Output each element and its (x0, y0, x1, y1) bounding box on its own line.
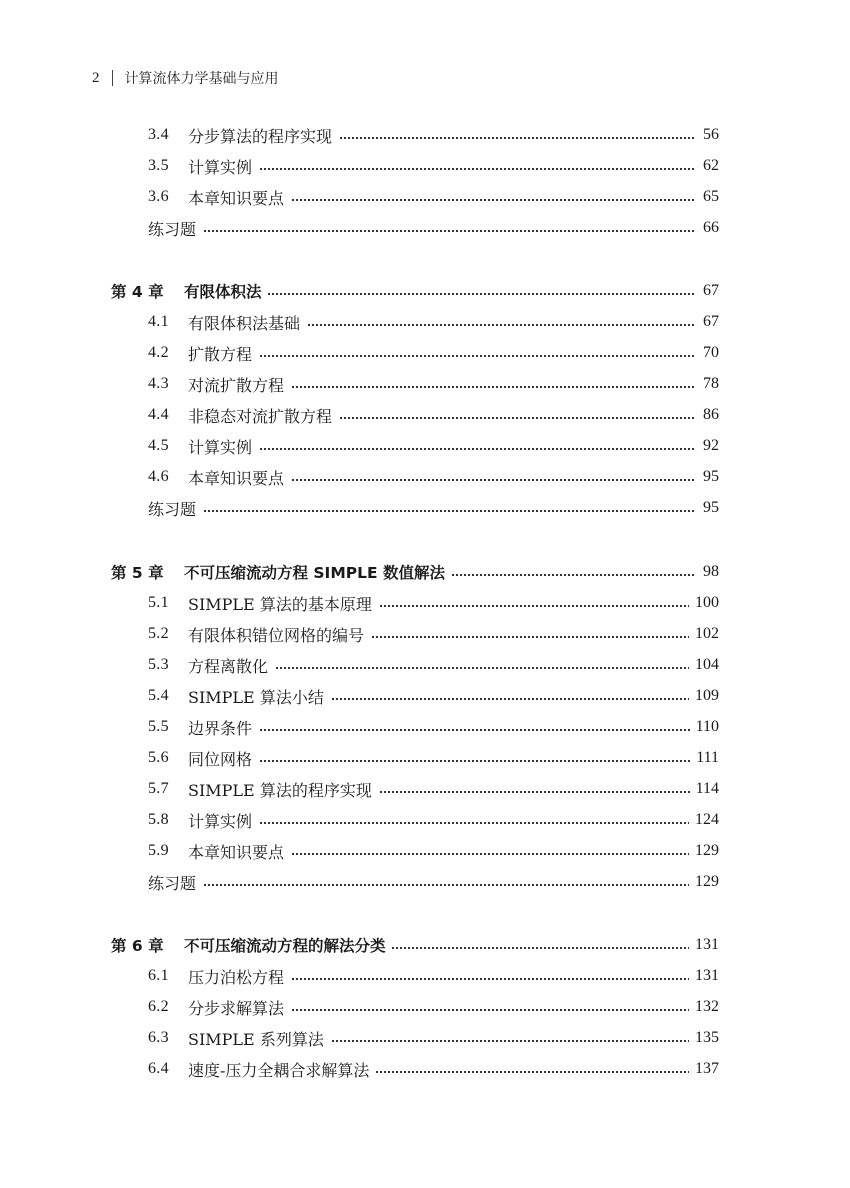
leader-dots (188, 168, 694, 170)
chapter-number: 第 4 章 (111, 283, 164, 301)
toc-section-entry[interactable] (0, 153, 850, 179)
section-number: 5.6 (148, 749, 169, 766)
toc-section-entry[interactable] (0, 309, 850, 335)
entry-title: 不可压缩流动方程的解法分类 (184, 934, 392, 956)
section-number: 4.1 (148, 313, 169, 330)
toc-section-entry[interactable] (0, 464, 850, 490)
toc-section-entry[interactable] (0, 184, 850, 210)
entry-title: 本章知识要点 (188, 840, 290, 863)
section-number: 4.6 (148, 468, 169, 485)
section-number: 5.2 (148, 625, 169, 642)
toc-exercise-entry[interactable] (0, 215, 850, 241)
section-number: 6.4 (148, 1060, 169, 1077)
entry-page-number: 65 (697, 188, 719, 206)
entry-page-number: 124 (689, 811, 719, 829)
entry-title: 有限体积法 (184, 280, 268, 302)
entry-page-number: 78 (697, 375, 719, 393)
section-number: 6.2 (148, 998, 169, 1015)
entry-page-number: 92 (697, 437, 719, 455)
page-number: 2 (92, 69, 100, 86)
toc-exercise-entry[interactable] (0, 495, 850, 521)
toc-chapter-entry[interactable] (0, 559, 850, 585)
section-number: 6.1 (148, 967, 169, 984)
leader-dots (188, 729, 694, 731)
entry-title: SIMPLE 算法的基本原理 (188, 592, 378, 615)
section-number: 6.3 (148, 1029, 169, 1046)
entry-page-number: 62 (697, 157, 719, 175)
leader-dots (148, 884, 694, 886)
leader-dots (188, 760, 694, 762)
toc-section-entry[interactable] (0, 402, 850, 428)
section-number: 4.2 (148, 344, 169, 361)
entry-title: SIMPLE 算法小结 (188, 685, 330, 708)
section-number: 3.4 (148, 126, 169, 143)
section-number: 5.7 (148, 780, 169, 797)
entry-title: SIMPLE 系列算法 (188, 1027, 330, 1050)
toc-section-entry[interactable] (0, 340, 850, 366)
toc-section-entry[interactable] (0, 963, 850, 989)
entry-page-number: 66 (697, 219, 719, 237)
toc-section-entry[interactable] (0, 776, 850, 802)
entry-title: 方程离散化 (188, 654, 274, 677)
entry-title: 有限体积法基础 (188, 311, 306, 334)
entry-page-number: 111 (690, 749, 719, 767)
entry-title: 同位网格 (188, 747, 258, 770)
toc-section-entry[interactable] (0, 1056, 850, 1082)
section-number: 4.3 (148, 375, 169, 392)
leader-dots (188, 355, 694, 357)
chapter-number: 第 5 章 (111, 564, 164, 582)
entry-title: 本章知识要点 (188, 186, 290, 209)
toc-section-entry[interactable] (0, 1025, 850, 1051)
entry-page-number: 131 (689, 936, 719, 954)
section-number: 3.5 (148, 157, 169, 174)
entry-page-number: 100 (689, 594, 719, 612)
toc-section-entry[interactable] (0, 714, 850, 740)
section-number: 4.5 (148, 437, 169, 454)
leader-dots (188, 448, 694, 450)
entry-title: 对流扩散方程 (188, 373, 290, 396)
entry-page-number: 135 (689, 1029, 719, 1047)
toc-section-entry[interactable] (0, 122, 850, 148)
section-number: 5.3 (148, 656, 169, 673)
entry-page-number: 56 (697, 126, 719, 144)
entry-title: 练习题 (148, 217, 202, 240)
entry-title: 练习题 (148, 497, 202, 520)
toc-chapter-entry[interactable] (0, 278, 850, 304)
chapter-number: 第 6 章 (111, 937, 164, 955)
toc-section-entry[interactable] (0, 807, 850, 833)
leader-dots (188, 822, 694, 824)
toc-exercise-entry[interactable] (0, 869, 850, 895)
entry-title: 边界条件 (188, 716, 258, 739)
entry-title: 本章知识要点 (188, 466, 290, 489)
leader-dots (148, 510, 694, 512)
toc-section-entry[interactable] (0, 994, 850, 1020)
entry-title: 分步求解算法 (188, 996, 290, 1019)
entry-page-number: 67 (697, 282, 719, 300)
entry-title: 不可压缩流动方程 SIMPLE 数值解法 (184, 561, 451, 583)
entry-page-number: 132 (689, 998, 719, 1016)
toc-chapter-entry[interactable] (0, 932, 850, 958)
toc-section-entry[interactable] (0, 838, 850, 864)
entry-title: 计算实例 (188, 435, 258, 458)
section-number: 5.1 (148, 594, 169, 611)
header-divider (112, 70, 113, 86)
entry-page-number: 95 (697, 468, 719, 486)
entry-title: 速度-压力全耦合求解算法 (188, 1058, 375, 1081)
toc-section-entry[interactable] (0, 745, 850, 771)
section-number: 3.6 (148, 188, 169, 205)
toc-section-entry[interactable] (0, 652, 850, 678)
entry-page-number: 70 (697, 344, 719, 362)
entry-page-number: 110 (690, 718, 719, 736)
running-header (92, 68, 279, 88)
entry-page-number: 95 (697, 499, 719, 517)
section-number: 5.8 (148, 811, 169, 828)
section-number: 5.4 (148, 687, 169, 704)
entry-page-number: 67 (697, 313, 719, 331)
entry-title: 分步算法的程序实现 (188, 124, 338, 147)
toc-section-entry[interactable] (0, 371, 850, 397)
entry-page-number: 102 (689, 625, 719, 643)
entry-page-number: 86 (697, 406, 719, 424)
leader-dots (148, 230, 694, 232)
toc-section-entry[interactable] (0, 590, 850, 616)
entry-title: 扩散方程 (188, 342, 258, 365)
entry-page-number: 109 (689, 687, 719, 705)
entry-title: 压力泊松方程 (188, 965, 290, 988)
entry-title: 计算实例 (188, 809, 258, 832)
entry-page-number: 137 (689, 1060, 719, 1078)
section-number: 5.5 (148, 718, 169, 735)
entry-page-number: 129 (689, 842, 719, 860)
section-number: 5.9 (148, 842, 169, 859)
entry-page-number: 98 (697, 563, 719, 581)
entry-title: 练习题 (148, 871, 202, 894)
book-title: 计算流体力学基础与应用 (124, 71, 279, 87)
entry-page-number: 129 (689, 873, 719, 891)
toc-section-entry[interactable] (0, 433, 850, 459)
entry-title: 非稳态对流扩散方程 (188, 404, 338, 427)
entry-title: 计算实例 (188, 155, 258, 178)
entry-title: 有限体积错位网格的编号 (188, 623, 370, 646)
toc-section-entry[interactable] (0, 683, 850, 709)
section-number: 4.4 (148, 406, 169, 423)
entry-page-number: 131 (689, 967, 719, 985)
entry-title: SIMPLE 算法的程序实现 (188, 778, 378, 801)
toc-section-entry[interactable] (0, 621, 850, 647)
entry-page-number: 114 (690, 780, 719, 798)
entry-page-number: 104 (689, 656, 719, 674)
